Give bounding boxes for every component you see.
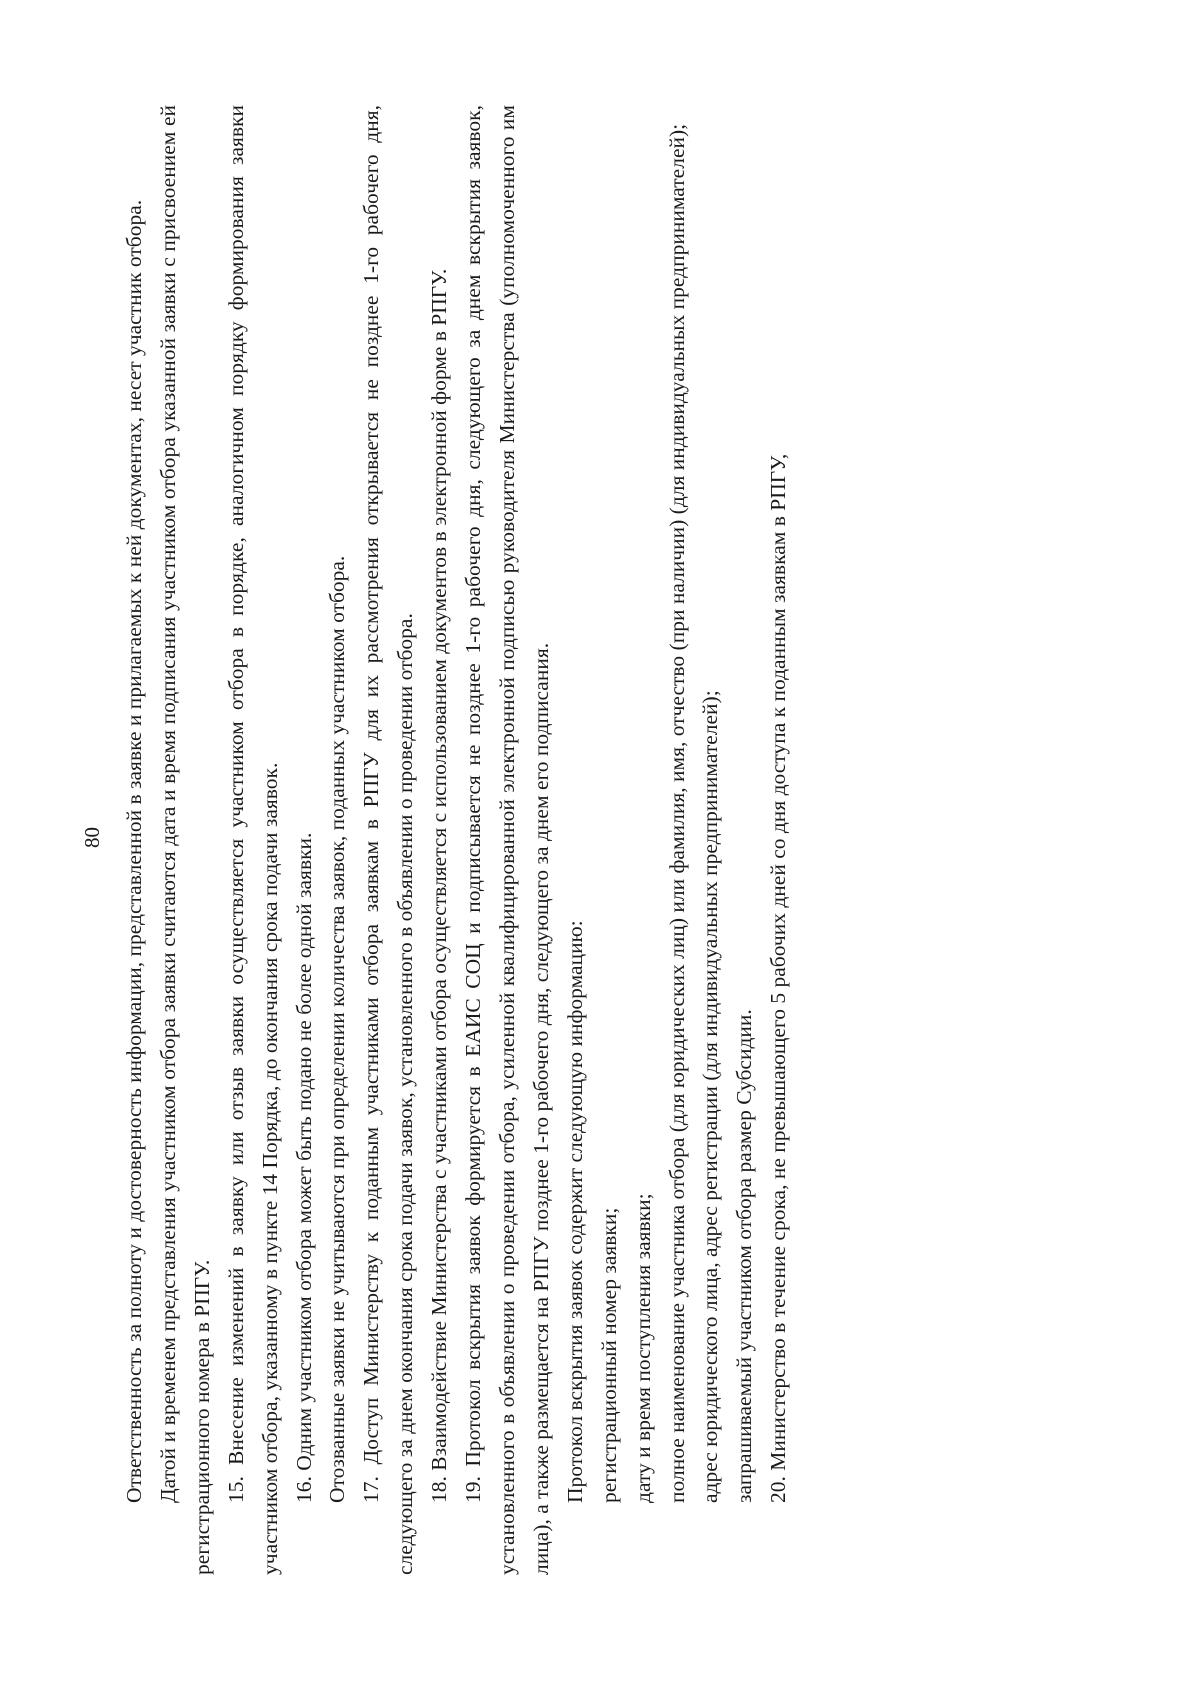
rotated-text-block — [118, 105, 1068, 1575]
list-item-name: полное наименование участника отбора (для юридических лиц) или фамилия, имя, отчество (при наличии) (для индивидуальных предпринимателей); — [664, 123, 689, 1503]
paragraph-20: 20. Министерство в течение срока, не превышающего 5 рабочих дней со дня доступа к поданным заявкам в РПГУ, — [766, 453, 791, 1503]
paragraph-submission-date: Датой и временем представления участником отбора заявки считаются дата и время подписания участником отбора указанной заявки с присвоением ей регистрационного номера в РПГУ. — [155, 105, 214, 1575]
list-item-reg-number: регистрационный номер заявки; — [596, 1207, 621, 1503]
list-item-address: адрес юридического лица, адрес регистрации (для индивидуальных предпринимателей); — [698, 690, 723, 1503]
page-number: 80 — [80, 827, 104, 848]
list-item-subsidy: запрашиваемый участником отбора размер Субсидии. — [732, 1009, 757, 1503]
paragraph-17: 17. Доступ Министерству к поданным участниками отбора заявкам в РПГУ для их рассмотрения открывается не позднее 1-го рабочего дня, следующего за днем окончания срока подачи заявок, установленного в объявлении о проведении отбора. — [359, 105, 418, 1575]
paragraph-15: 15. Внесение изменений в заявку или отзыв заявки осуществляется участником отбора в порядке, аналогичном порядку формирования заявки участником отбора, указанному в пункте 14 Порядка, до окончания срока подачи заявок. — [223, 105, 282, 1575]
list-item-date-time: дату и время поступления заявки; — [630, 1193, 655, 1503]
paragraph-responsibility: Ответственность за полноту и достоверность информации, представленной в заявке и прилагаемых к ней документах, несет участник отбора. — [122, 199, 146, 1503]
paragraph-protocol-contents: Протокол вскрытия заявок содержит следующую информацию: — [562, 920, 587, 1503]
paragraph-withdrawn: Отозванные заявки не учитываются при определении количества заявок, поданных участником отбора. — [325, 555, 350, 1503]
paragraph-16: 16. Одним участником отбора может быть подано не более одной заявки. — [291, 832, 316, 1503]
paragraph-18: 18. Взаимодействие Министерства с участниками отбора осуществляется с использованием документов в электронной форме в РПГУ. — [427, 268, 452, 1503]
paragraph-19: 19. Протокол вскрытия заявок формируется в ЕАИС СОЦ и подписывается не позднее 1-го рабочего дня, следующего за днем вскрытия заявок, установленного в объявлении о проведении отбора, усиленной квалифицированной электронной подписью руководителя Министерства (уполномоченного им лица), а также размещается на РПГУ позднее 1-го рабочего дня, следующего за днем его подписания. — [461, 105, 553, 1575]
